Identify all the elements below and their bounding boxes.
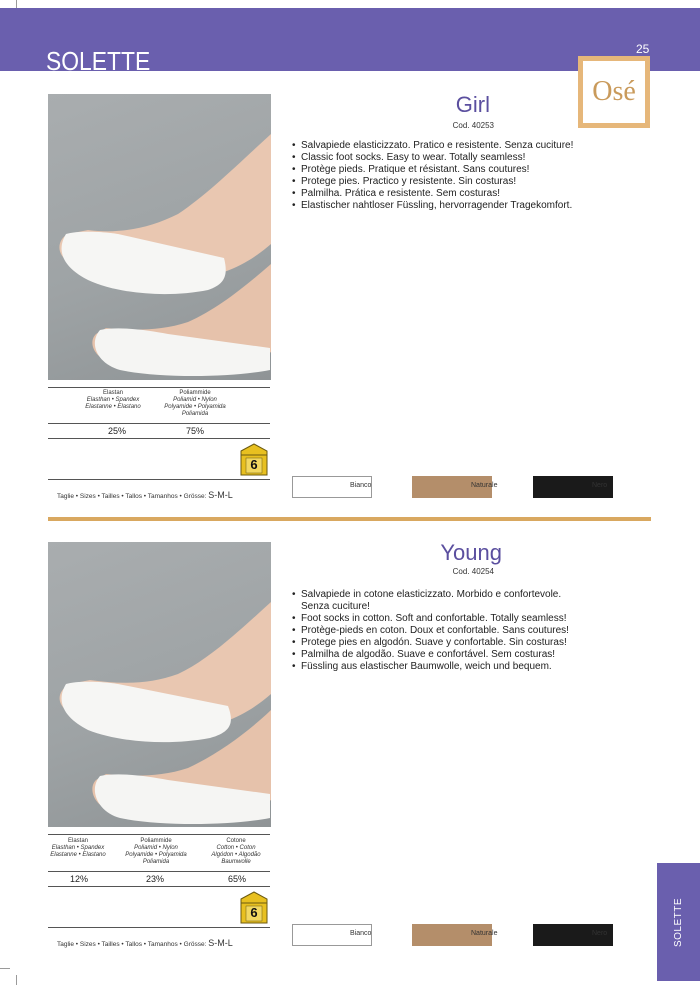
- crop-mark: [0, 968, 10, 969]
- product-name: Young: [440, 540, 502, 565]
- description-line: • Elastischer nahtloser Füssling, hervorragender Tragekomfort.: [292, 200, 612, 212]
- sizes-label: Taglie • Sizes • Tailles • Tallos • Tamanhos • Grösse:: [57, 941, 207, 948]
- crop-mark: [16, 0, 17, 8]
- product-name: Girl: [455, 92, 490, 117]
- composition-percent: 65%: [228, 874, 247, 884]
- composition-percent: 23%: [146, 874, 165, 884]
- feet-illustration: [48, 94, 271, 380]
- composition-rule: [48, 871, 270, 872]
- description-line: • Palmilha de algodão. Suave e confortável. Sem costuras!: [292, 649, 592, 661]
- description-line: • Füssling aus elastischer Baumwolle, weich und bequem.: [292, 661, 592, 673]
- description-line: • Protège-pieds en coton. Doux et confortable. Sans coutures!: [292, 625, 592, 637]
- composition-rule: [48, 886, 270, 887]
- sizes-label: Taglie • Sizes • Tailles • Tallos • Tamanhos • Grösse:: [57, 493, 207, 500]
- composition-rule: [48, 834, 270, 835]
- crop-mark: [16, 975, 17, 985]
- section-divider: [48, 517, 651, 521]
- description-line: • Classic foot socks. Easy to wear. Totally seamless!: [292, 152, 612, 164]
- sizes-rule: [48, 479, 270, 480]
- side-tab-label: [657, 863, 700, 981]
- composition-column: Elastan Elasthan • Spandex Elastanne • Elastano: [50, 838, 106, 858]
- section-title: SOLETTE: [46, 46, 151, 76]
- composition-percent: 75%: [186, 426, 205, 436]
- product-description: [292, 140, 612, 212]
- composition-column: Poliammide Poliamid • Nylon Polyamide • Polyamida Poliamida: [164, 390, 226, 417]
- description-line: • Protège pieds. Pratique et résistant. Sans coutures!: [292, 164, 612, 176]
- composition-rule: [48, 438, 270, 439]
- description-line: • Protege pies en algodón. Suave y confortable. Sin costuras!: [292, 637, 592, 649]
- composition-rule: [48, 423, 270, 424]
- description-line: • Salvapiede elasticizzato. Pratico e resistente. Senza cuciture!: [292, 140, 612, 152]
- feet-illustration: [48, 542, 271, 827]
- sizes-line: [57, 938, 233, 948]
- composition-column: Elastan Elasthan • Spandex Elastanne • Elastano: [85, 390, 141, 410]
- composition-percent: 12%: [70, 874, 89, 884]
- sizes-rule: [48, 927, 270, 928]
- product-photo-girl: [48, 94, 271, 380]
- color-label: Bianco: [350, 930, 372, 937]
- product-code: Cod. 40254: [452, 567, 494, 576]
- brand-logo: [578, 56, 650, 128]
- pack-count: 6: [250, 905, 258, 920]
- composition-percent: 25%: [108, 426, 127, 436]
- description-line: • Protege pies. Practico y resistente. Sin costuras!: [292, 176, 612, 188]
- color-label: Naturale: [471, 482, 498, 489]
- color-label: Nero: [592, 930, 608, 937]
- pack-count: 6: [250, 457, 258, 472]
- color-label: Naturale: [471, 930, 498, 937]
- side-tab-text: SOLETTE: [673, 897, 685, 947]
- sizes-line: [57, 490, 233, 500]
- product-photo-young: [48, 542, 271, 827]
- sizes-value: S-M-L: [208, 938, 233, 948]
- composition-rule: [48, 387, 270, 388]
- sizes-value: S-M-L: [208, 490, 233, 500]
- product-description: [292, 589, 592, 673]
- brand-logo-text: Osé: [592, 76, 636, 107]
- composition-column: Cotone Cotton • Coton Algódon • Algodão Baumwolle: [211, 838, 261, 865]
- composition-column: Poliammide Poliamid • Nylon Polyamide • Polyamida Poliamida: [125, 838, 187, 865]
- color-label: Bianco: [350, 482, 372, 489]
- description-line: • Salvapiede in cotone elasticizzato. Morbido e confortevole. Senza cuciture!: [292, 589, 592, 613]
- color-label: Nero: [592, 482, 608, 489]
- description-line: • Palmilha. Prática e resistente. Sem costuras!: [292, 188, 612, 200]
- description-line: • Foot socks in cotton. Soft and confortable. Totally seamless!: [292, 613, 592, 625]
- page-number: 25: [636, 42, 650, 56]
- product-code: Cod. 40253: [452, 121, 494, 130]
